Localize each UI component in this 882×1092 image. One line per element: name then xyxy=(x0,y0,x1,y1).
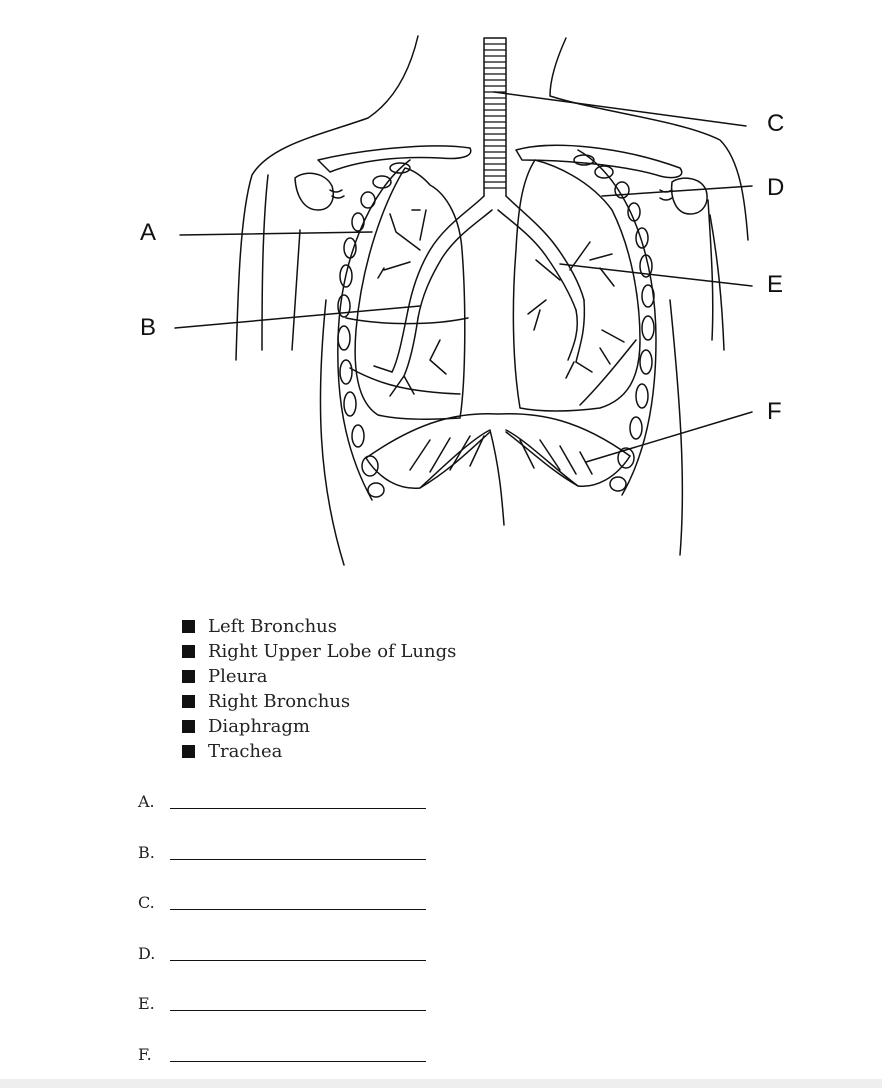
answer-blank-d[interactable] xyxy=(170,960,426,961)
leader-line-e xyxy=(560,264,752,286)
leader-line-f xyxy=(586,412,752,462)
callout-d: D xyxy=(767,174,785,201)
word-bank-item: Right Upper Lobe of Lungs xyxy=(182,639,456,664)
leader-line-a xyxy=(180,232,372,235)
callout-c: C xyxy=(767,110,785,137)
bullet-square-icon xyxy=(182,620,195,633)
answer-blank-b[interactable] xyxy=(170,859,426,860)
word-bank-item: Pleura xyxy=(182,664,456,689)
pleura xyxy=(338,150,656,500)
bullet-square-icon xyxy=(182,645,195,658)
answer-blank-e[interactable] xyxy=(170,1010,426,1011)
word-bank-item: Right Bronchus xyxy=(182,689,456,714)
bronchi xyxy=(374,196,624,396)
word-bank-item: Trachea xyxy=(182,739,456,764)
page-bottom-band xyxy=(0,1079,882,1088)
answer-blank-c[interactable] xyxy=(170,909,426,910)
bullet-square-icon xyxy=(182,745,195,758)
leader-line-b xyxy=(175,306,420,328)
leader-line-c xyxy=(494,92,746,126)
callout-b: B xyxy=(140,314,157,341)
bullet-square-icon xyxy=(182,695,195,708)
answer-blank-f[interactable] xyxy=(170,1061,426,1062)
answer-blank-a[interactable] xyxy=(170,808,426,809)
leader-line-d xyxy=(602,186,752,196)
diaphragm xyxy=(366,414,630,525)
word-bank-item: Diaphragm xyxy=(182,714,456,739)
word-bank-item: Left Bronchus xyxy=(182,614,456,639)
bullet-square-icon xyxy=(182,720,195,733)
bullet-square-icon xyxy=(182,670,195,683)
clavicles xyxy=(295,145,707,214)
trachea xyxy=(484,38,506,196)
callout-e: E xyxy=(767,271,784,298)
word-bank xyxy=(182,614,456,764)
callout-a: A xyxy=(140,219,157,246)
callout-f: F xyxy=(767,398,782,425)
